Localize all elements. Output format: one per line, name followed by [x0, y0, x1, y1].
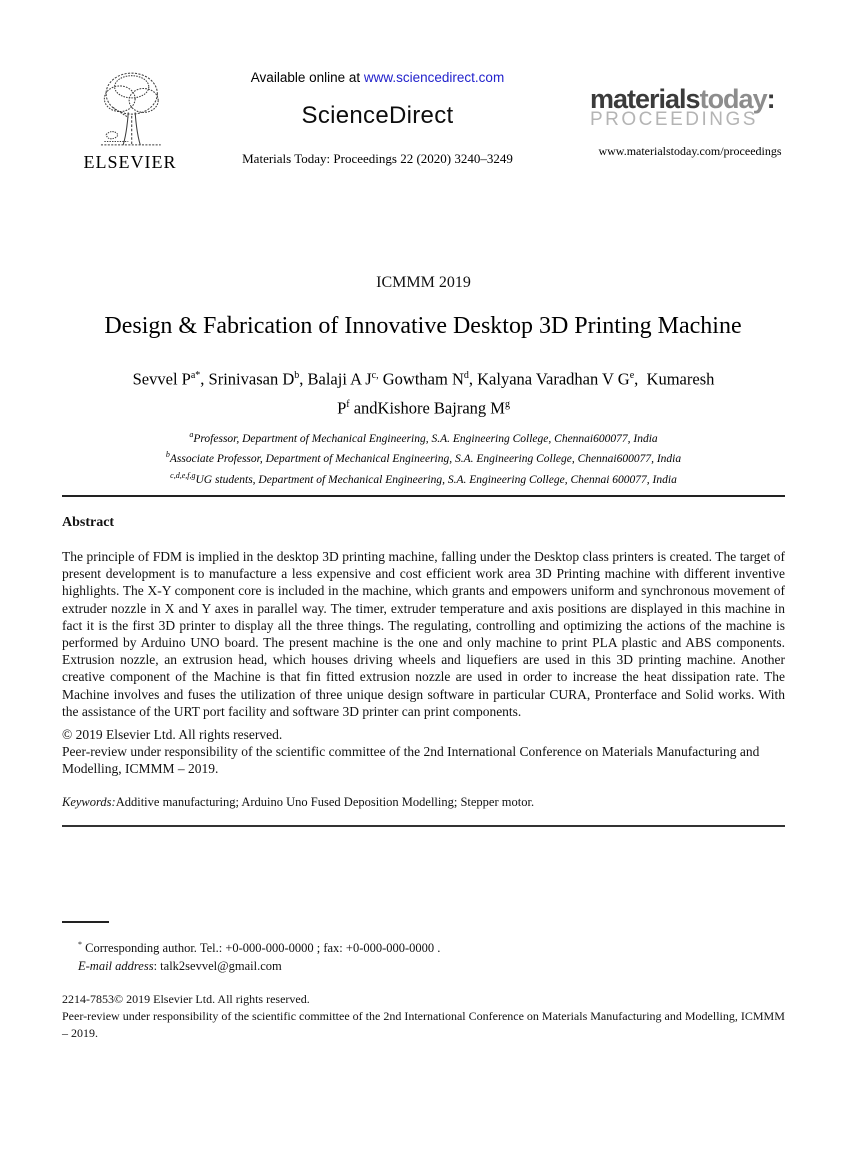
keywords-text: Additive manufacturing; Arduino Uno Fused Deposition Modelling; Stepper motor. — [115, 795, 535, 809]
materialstoday-colon: : — [766, 84, 775, 114]
author-line — [62, 392, 785, 421]
sciencedirect-logo: ScienceDirect — [301, 102, 454, 129]
affiliation-line: $^b$Associate Professor, Department of Mechanical Engineering, S.A. Engineering College, Chennai600077, India — [165, 450, 682, 466]
journal-citation-line: Materials Today: Proceedings 22 (2020) 3240–3249 — [242, 151, 513, 166]
abstract-heading: Abstract — [62, 515, 115, 530]
author-name: Sevvel P — [132, 369, 191, 389]
email-value: : talk2sevvel@gmail.com — [153, 959, 282, 973]
author-name: Gowtham N — [382, 369, 464, 389]
corresponding-author-note — [78, 940, 778, 956]
header-center — [205, 70, 550, 167]
elsevier-logo — [70, 68, 190, 173]
affiliation-line: $^{c,d,e,f,g}$UG students, Department of Mechanical Engineering, S.A. Engineering College, Chennai 600077, India — [170, 470, 677, 486]
author-lines — [62, 363, 785, 420]
author-name: Srinivasan D — [208, 369, 295, 389]
section-divider-rule — [62, 825, 785, 827]
keywords-line — [62, 795, 785, 810]
peer-review-line: Peer-review under responsibility of the scientific committee of the 2nd International Conference on Materials Manufacturing and Modelling, ICMMM – 2019. — [62, 744, 760, 777]
sciencedirect-link[interactable]: www.sciencedirect.com — [363, 70, 505, 85]
author-affiliation-sup: a* — [190, 370, 201, 381]
elsevier-wordmark: ELSEVIER — [83, 152, 177, 172]
email-line — [78, 959, 778, 974]
materialstoday-part1: materials — [590, 84, 700, 114]
author-name: Kumaresh — [646, 369, 715, 389]
author-affiliation-sup: e — [629, 370, 635, 381]
abstract-text: The principle of FDM is implied in the desktop 3D printing machine, falling under the Desktop class printers is created. The target of present development is to manufacture a less expensive and cost efficient work area 3D Printing machine with different inventive highlights. The X-Y component core is included in the machine, which grants and empowers uniform and synchronous movement of extruder nozzle in X and Y axes in parallel way. The timer, extruder temperature and axis positions are displayed in this machine in fact it is the first 3D printer to display all the three things. The regulating, controlling and optimizing the actions of the machine is performed by Arduino UNO board. The present machine is the one and only machine to print PLA plastic and ABS components. Extrusion nozzle, an extrusion head, which houses driving wheels and liquefiers are used in this 3D printing machine. Another creative component of the Machine is that fin fitted extrusion nozzle are used in order to increase the heat dissipation rate. The Machine involves and fuses the utilization of three unique design software in particular CURA, Pronterface and Solid works. With the assistance of the URT port facility and software 3D printer can print components. — [62, 549, 785, 719]
author-affiliation-sup: g — [504, 398, 510, 410]
footnote-peer-review-line: Peer-review under responsibility of the scientific committee of the 2nd International Conference on Materials Manufacturing and Modelling, ICMMM – 2019. — [62, 1009, 785, 1040]
materialstoday-subtitle: PROCEEDINGS — [590, 109, 758, 130]
email-label: E-mail address — [78, 959, 154, 973]
author-line: Sevvel $P^{a*}$, Srinivasan $D^b$, Balaji A $J^{c,}$ Gowtham $N^d$, Kalyana Varadhan V $G^e$, Kumaresh — [132, 369, 715, 389]
issn-copyright-line: 2214-7853© 2019 Elsevier Ltd. All rights reserved. — [62, 992, 310, 1006]
materialstoday-url: www.materialstoday.com/proceedings — [598, 144, 782, 158]
affiliation-sup: a — [189, 430, 194, 439]
author-affiliation-sup: f — [346, 398, 350, 410]
author-name: Balaji A J — [307, 369, 372, 389]
copyright-line: © 2019 Elsevier Ltd. All rights reserved. — [62, 727, 283, 742]
available-online-text: Available online at — [250, 70, 364, 85]
corresponding-marker: * — [78, 940, 82, 949]
materialstoday-wordmark — [590, 84, 800, 114]
author-name: Kalyana Varadhan V G — [477, 369, 630, 389]
keywords-label: Keywords: — [62, 795, 116, 809]
paper-title: Design & Fabrication of Innovative Desktop 3D Printing Machine — [104, 313, 742, 339]
affiliation-lines — [62, 427, 785, 488]
available-online-line — [205, 70, 550, 85]
affiliation-sup: b — [165, 450, 170, 460]
header-divider-rule — [62, 495, 785, 497]
author-affiliation-sup: d — [463, 370, 469, 381]
author-name: P — [337, 398, 347, 417]
affiliation-sup: c,d,e,f,g — [170, 470, 196, 480]
author-affiliation-sup: b — [294, 370, 300, 381]
materialstoday-logo — [590, 84, 800, 159]
author-affiliation-sup: c, — [371, 370, 379, 381]
conference-name: ICMMM 2019 — [376, 274, 471, 291]
elsevier-tree-icon — [87, 68, 173, 150]
corresponding-text: Corresponding author. Tel.: +0-000-000-0000 ; fax: +0-000-000-0000 . — [82, 941, 441, 956]
affiliation-line: $^a$Professor, Department of Mechanical Engineering, S.A. Engineering College, Chennai600077, India — [189, 430, 658, 445]
author-name: andKishore Bajrang M — [353, 398, 505, 417]
footnote-rule — [62, 921, 109, 923]
materialstoday-part2: today — [699, 84, 767, 114]
